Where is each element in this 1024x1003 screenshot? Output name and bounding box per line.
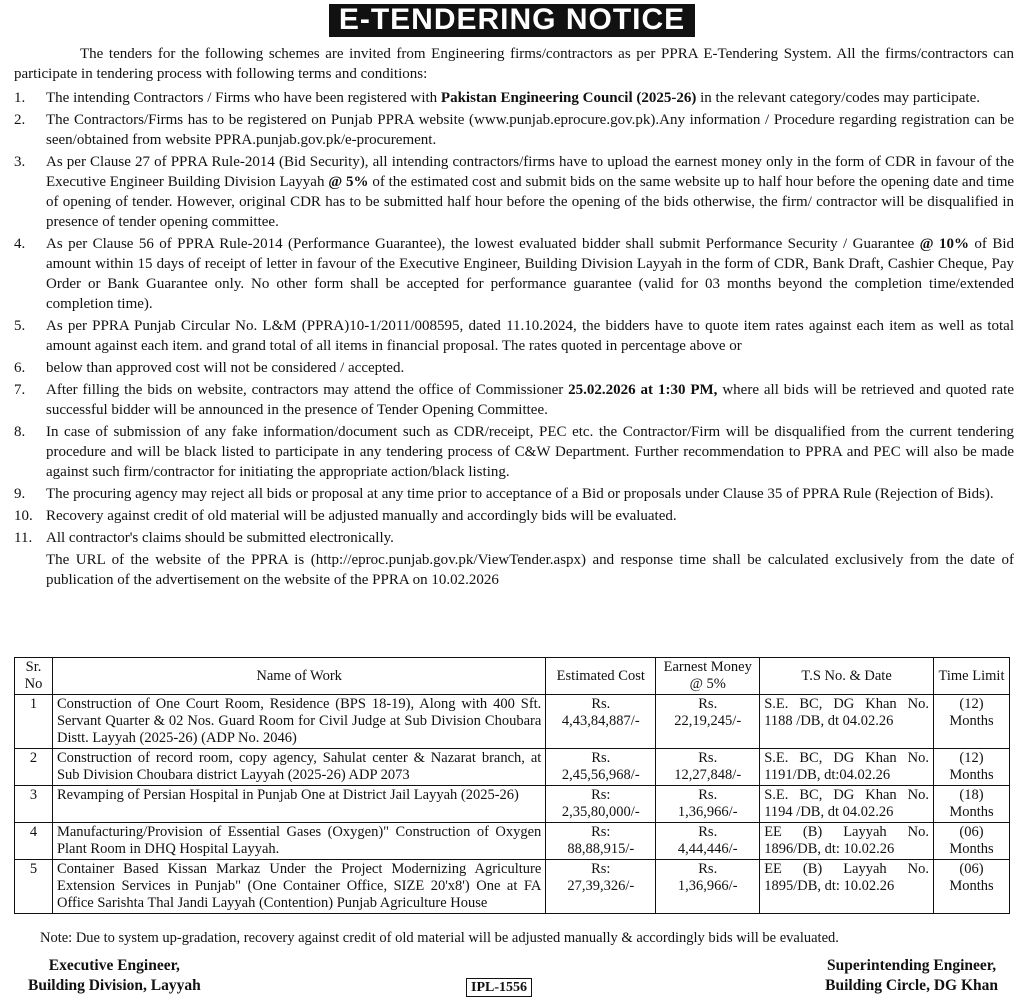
cell-estimated-cost <box>546 860 656 914</box>
term-item <box>14 234 1014 314</box>
cell-earnest-money-value: Rs. <box>698 696 718 712</box>
term-number: 8. <box>14 424 26 440</box>
cell-time-limit-value: Months <box>949 878 994 894</box>
term-number: 5. <box>14 318 26 334</box>
cell-estimated-cost-value: Rs: <box>591 824 611 840</box>
term-text: The intending Contractors / Firms who have been registered with <box>46 90 441 106</box>
header-time-limit: Time Limit <box>934 658 1010 695</box>
cell-ts-no-date <box>760 860 934 914</box>
term-text-continued: in the relevant category/codes may participate. <box>696 90 980 106</box>
cell-name-of-work <box>52 749 545 786</box>
term-text: As per Clause 56 of PPRA Rule-2014 (Performance Guarantee), the lowest evaluated bidder shall submit Performance Security / Guarantee <box>46 236 920 252</box>
ipl-number: IPL-1556 <box>466 978 532 997</box>
table-row <box>15 749 1010 786</box>
term-number: 4. <box>14 236 26 252</box>
terms-list <box>14 88 1014 548</box>
term-item <box>14 152 1014 232</box>
cell-estimated-cost <box>546 695 656 749</box>
term-emphasis: 25.02.2026 at 1:30 PM, <box>568 382 718 398</box>
cell-name-of-work-value: Revamping of Persian Hospital in Punjab One at District Jail Layyah (2025-26) <box>56 787 519 803</box>
cell-earnest-money <box>656 695 760 749</box>
cell-earnest-money-value: Rs. <box>698 750 718 766</box>
cell-estimated-cost-value: Rs. <box>591 696 611 712</box>
cell-earnest-money <box>656 823 760 860</box>
cell-time-limit <box>934 749 1010 786</box>
cell-time-limit <box>934 786 1010 823</box>
cell-estimated-cost <box>546 823 656 860</box>
cell-name-of-work-value: Manufacturing/Provision of Essential Gases (Oxygen)" Construction of Oxygen Plant Room in DHQ Hospital Layyah. <box>56 824 542 857</box>
cell-sr-no-value: 1 <box>29 696 38 712</box>
term-text: All contractor's claims should be submitted electronically. <box>46 530 394 546</box>
signature-right-line1: Superintending Engineer, <box>827 957 997 974</box>
cell-earnest-money-value: Rs. <box>698 824 718 840</box>
cell-name-of-work <box>52 695 545 749</box>
cell-time-limit-value: Months <box>949 713 994 729</box>
cell-estimated-cost-value: 88,88,915/- <box>567 841 635 857</box>
cell-time-limit <box>934 823 1010 860</box>
cell-ts-no-date-value: S.E. BC, DG Khan No. 1194 /DB, dt 04.02.26 <box>764 787 929 820</box>
note-text: Note: Due to system up-gradation, recovery against credit of old material will be adjusted manually & accordingly bids will be evaluated. <box>40 930 839 946</box>
cell-estimated-cost <box>546 786 656 823</box>
cell-name-of-work-value: Construction of One Court Room, Residence (BPS 18-19), Along with 400 Sft. Servant Quarter & 02 Nos. Guard Room for Civil Judge at Sub Division Choubara Distt. Layyah (2025-26) (ADP No. 2046) <box>56 696 542 746</box>
signature-right-line2: Building Circle, DG Khan <box>825 977 998 994</box>
term-emphasis: @ 5% <box>328 174 369 190</box>
cell-time-limit <box>934 695 1010 749</box>
url-paragraph: The URL of the website of the PPRA is (http://eproc.punjab.gov.pk/ViewTender.aspx) and response time shall be calculated exclusively from the date of publication of the advertisement on the website of the PPRA on 10.02.2026 <box>46 552 1014 588</box>
cell-ts-no-date-value: S.E. BC, DG Khan No. 1191/DB, dt:04.02.26 <box>764 750 929 783</box>
term-number: 7. <box>14 382 26 398</box>
cell-earnest-money-value: 1,36,966/- <box>677 804 738 820</box>
cell-time-limit-value: (18) <box>959 787 984 803</box>
term-emphasis: @ 10% <box>919 236 970 252</box>
cell-earnest-money-value: Rs. <box>698 861 718 877</box>
term-text-continued: of the estimated cost and submit bids on the same website up to half hour before the opening date and time of opening of tender. However, original CDR has to be submitted half hour before the opening of the bids otherwise, the firm/ contractor will be disqualified in presence of tender opening committee. <box>46 174 1015 230</box>
term-number: 3. <box>14 154 26 170</box>
term-number: 2. <box>14 112 26 128</box>
term-text: As per PPRA Punjab Circular No. L&M (PPRA)10-1/2011/008595, dated 11.10.2024, the bidders have to quote item rates against each item as well as total amount against each item. and grand total of all items in financial proposal. The rates quoted in percentage above or <box>46 318 1014 354</box>
term-item <box>14 316 1014 356</box>
cell-name-of-work <box>52 823 545 860</box>
term-item <box>14 358 1014 378</box>
cell-estimated-cost-value: 4,43,84,887/- <box>561 713 640 729</box>
term-text: The procuring agency may reject all bids or proposal at any time prior to acceptance of a Bid or proposals under Clause 35 of PPRA Rule (Rejection of Bids). <box>46 486 994 502</box>
table-row <box>15 860 1010 914</box>
cell-time-limit-value: (12) <box>959 696 984 712</box>
cell-name-of-work <box>52 860 545 914</box>
notice-title: E-TENDERING NOTICE <box>329 4 695 37</box>
cell-ts-no-date <box>760 786 934 823</box>
term-number: 11. <box>14 530 33 546</box>
cell-sr-no <box>15 786 53 823</box>
cell-estimated-cost <box>546 749 656 786</box>
term-emphasis: Pakistan Engineering Council (2025-26) <box>440 90 697 106</box>
cell-estimated-cost-value: Rs: <box>591 787 611 803</box>
signature-executive-engineer <box>28 956 201 996</box>
title-wrap <box>0 4 1024 37</box>
cell-ts-no-date <box>760 695 934 749</box>
term-item <box>14 88 1014 108</box>
cell-earnest-money-value: 22,19,245/- <box>674 713 742 729</box>
cell-estimated-cost-value: Rs. <box>591 750 611 766</box>
cell-time-limit-value: (12) <box>959 750 984 766</box>
term-text-continued: of Bid amount within 15 days of receipt of letter in favour of the Executive Engineer, Building Division Layyah in the form of CDR, Bank Draft, Cashier Cheque, Pay Order or Bank Guarantee only. No other form shall be accepted for performance guarantee (valid for 03 months beyond the completion time/extended completion time). <box>46 236 1015 312</box>
term-number: 9. <box>14 486 26 502</box>
cell-sr-no-value: 4 <box>29 824 38 840</box>
cell-ts-no-date <box>760 749 934 786</box>
term-text-continued: where all bids will be retrieved and quoted rate successful bidder will be announced in the presence of Tender Opening Committee. <box>46 382 1014 418</box>
header-earnest-money: Earnest Money @ 5% <box>656 658 760 695</box>
cell-sr-no <box>15 695 53 749</box>
cell-earnest-money <box>656 860 760 914</box>
table-row <box>15 695 1010 749</box>
cell-name-of-work-value: Container Based Kissan Markaz Under the Project Modernizing Agriculture Extension Services in Punjab" (One Container Office, SIZE 20'x8') One at FA Office Sarishta Thal Jandi Layyah (Contention) Punjab Agriculture House <box>56 861 542 911</box>
header-estimated-cost: Estimated Cost <box>546 658 656 695</box>
term-number: 1. <box>14 90 26 106</box>
term-text: Recovery against credit of old material will be adjusted manually and accordingly bids will be evaluated. <box>46 508 677 524</box>
term-item <box>14 528 1014 548</box>
term-item <box>14 422 1014 482</box>
cell-ts-no-date <box>760 823 934 860</box>
cell-estimated-cost-value: 2,35,80,000/- <box>561 804 640 820</box>
cell-estimated-cost-value: Rs: <box>591 861 611 877</box>
cell-earnest-money <box>656 749 760 786</box>
term-item <box>14 506 1014 526</box>
cell-name-of-work <box>52 786 545 823</box>
notice-body <box>14 44 1014 590</box>
cell-estimated-cost-value: 27,39,326/- <box>567 878 635 894</box>
term-item <box>14 380 1014 420</box>
cell-time-limit-value: (06) <box>959 824 984 840</box>
intro-paragraph: The tenders for the following schemes are invited from Engineering firms/contractors as per PPRA E-Tendering System. All the firms/contractors can participate in tendering process with following terms and conditions: <box>14 46 1014 82</box>
cell-time-limit <box>934 860 1010 914</box>
term-number: 6. <box>14 360 26 376</box>
cell-estimated-cost-value: 2,45,56,968/- <box>561 767 640 783</box>
cell-sr-no <box>15 860 53 914</box>
cell-sr-no-value: 2 <box>29 750 38 766</box>
cell-sr-no-value: 3 <box>29 787 38 803</box>
term-text: After filling the bids on website, contractors may attend the office of Commissioner <box>46 382 569 398</box>
cell-name-of-work-value: Construction of record room, copy agency, Sahulat center & Nazarat branch, at Sub Division Choubara district Layyah (2025-26) ADP 2073 <box>56 750 542 783</box>
signature-superintending-engineer <box>825 956 998 996</box>
term-text: In case of submission of any fake information/document such as CDR/receipt, PEC etc. the Contractor/Firm will be disqualified from the current tendering procedure and will be black listed to participate in any tendering process of C&W Department. Further recommendation to PPRA and PEC will also be made against such firm/contractor for initiating the appropriate action/black listing. <box>46 424 1014 480</box>
table-header-row <box>15 658 1010 695</box>
works-table <box>14 657 1010 914</box>
cell-time-limit-value: Months <box>949 767 994 783</box>
cell-earnest-money-value: 4,44,446/- <box>677 841 738 857</box>
cell-time-limit-value: Months <box>949 804 994 820</box>
term-number: 10. <box>14 508 33 524</box>
term-item <box>14 110 1014 150</box>
signature-left-line1: Executive Engineer, <box>48 957 180 974</box>
table-row <box>15 786 1010 823</box>
cell-sr-no <box>15 823 53 860</box>
signature-left-line2: Building Division, Layyah <box>28 977 201 994</box>
cell-earnest-money-value: Rs. <box>698 787 718 803</box>
cell-sr-no <box>15 749 53 786</box>
term-text: The Contractors/Firms has to be registered on Punjab PPRA website (www.punjab.eprocure.gov.pk).Any information / Procedure regarding registration can be seen/obtained from website PPRA.punjab.gov.pk/e-procurement. <box>46 112 1014 148</box>
cell-time-limit-value: (06) <box>959 861 984 877</box>
term-text: As per Clause 27 of PPRA Rule-2014 (Bid Security), all intending contractors/firms have to upload the earnest money only in the form of CDR in favour of the Executive Engineer Building Division Layyah <box>46 154 1014 190</box>
cell-time-limit-value: Months <box>949 841 994 857</box>
works-table-body <box>15 695 1010 914</box>
term-item <box>14 484 1014 504</box>
header-name-of-work: Name of Work <box>52 658 545 695</box>
term-text: below than approved cost will not be considered / accepted. <box>46 360 405 376</box>
header-sr-no: Sr. No <box>15 658 53 695</box>
cell-ts-no-date-value: EE (B) Layyah No. 1896/DB, dt: 10.02.26 <box>764 824 929 857</box>
cell-earnest-money <box>656 786 760 823</box>
cell-earnest-money-value: 1,36,966/- <box>677 878 738 894</box>
cell-sr-no-value: 5 <box>29 861 38 877</box>
cell-earnest-money-value: 12,27,848/- <box>674 767 742 783</box>
table-row <box>15 823 1010 860</box>
cell-ts-no-date-value: S.E. BC, DG Khan No. 1188 /DB, dt 04.02.26 <box>764 696 929 729</box>
cell-ts-no-date-value: EE (B) Layyah No. 1895/DB, dt: 10.02.26 <box>764 861 929 894</box>
header-ts-no-date: T.S No. & Date <box>760 658 934 695</box>
